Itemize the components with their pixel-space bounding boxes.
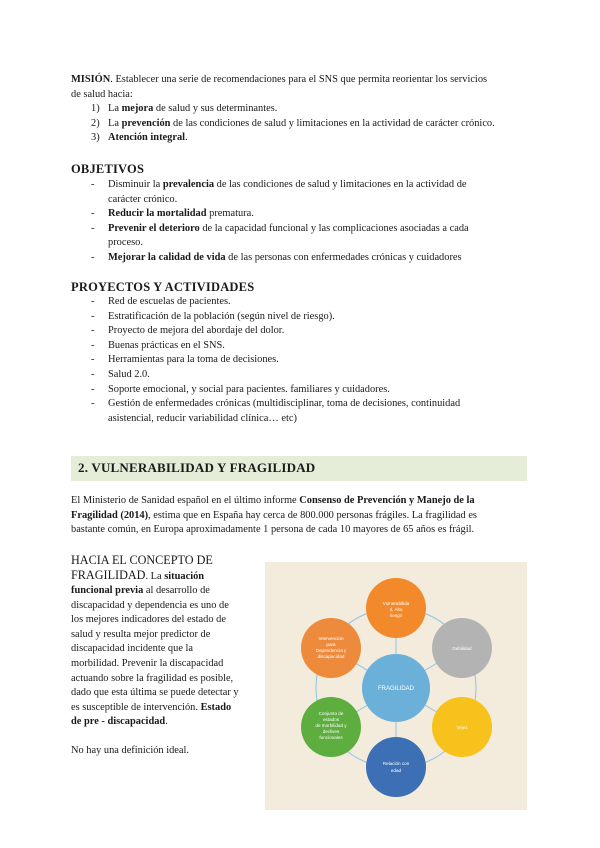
node-lower-left-label: Conjunto de (318, 711, 344, 716)
section-heading-band (71, 456, 527, 481)
list-item: - Disminuir la prevalencia de las condiciones de salud y limitaciones en la actividad de carácter crónico. (91, 178, 511, 207)
list-item: - Buenas prácticas en el SNS. (91, 339, 521, 354)
concepto-note: No hay una definición ideal. (71, 744, 190, 756)
concepto-body: funcional previa al desarrollo de discapacidad y dependencia es uno de los mejores indicadores del estado de salud y resulta mejor predictor de discapacidad incidente que la morbilidad. Prevenir la discapacidad actuando sobre la fragilidad es posible, dado que esta última se puede detectar y es susceptible de intervención. Estado de pre - discapacidad. (71, 585, 239, 728)
node-lower-left-label: declives (322, 729, 340, 734)
list-item: - Gestión de enfermedades crónicas (multidisciplinar, toma de decisiones, continuidad asistencial, reducir variabilidad clínica… etc) (91, 397, 521, 426)
proyectos-heading: PROYECTOS Y ACTIVIDADES (71, 280, 255, 294)
objetivos-list (91, 178, 511, 266)
list-item: - Mejorar la calidad de vida de las personas con enfermedades crónicas y cuidadores (91, 251, 511, 266)
node-top-label: Vulnerabilida (382, 601, 410, 606)
list-item: 3) Atención integral. (91, 132, 188, 144)
node-upper-left-label: para (326, 642, 336, 647)
node-center-label: FRAGILIDAD (377, 686, 415, 692)
list-item: 1) La mejora de salud y sus determinantes. (91, 103, 278, 114)
fragilidad-diagram-svg (265, 562, 527, 810)
list-item: - Proyecto de mejora del abordaje del dolor. (91, 324, 521, 339)
node-top-label: riesgo (389, 613, 403, 618)
node-upper-right-label: Debilidad (452, 646, 472, 651)
mision-label: MISIÓN (71, 74, 111, 85)
node-upper-left-label: Intervención (318, 636, 344, 641)
node-lower-left-label: de morbilidad y (315, 723, 347, 728)
section-2-title: 2. VULNERABILIDAD Y FRAGILIDAD (78, 460, 316, 475)
list-item: - Herramientas para la toma de decisiones. (91, 353, 521, 368)
list-item: - Red de escuelas de pacientes. (91, 295, 521, 310)
node-upper-left-label: Dependencia y (315, 648, 347, 653)
list-item: - Soporte emocional, y social para pacientes. familiares y cuidadores. (91, 383, 521, 398)
list-item: - Estratificación de la población (según nivel de riesgo). (91, 310, 521, 325)
node-lower-left-label: funcionales (319, 735, 343, 740)
concepto-heading: HACIA EL CONCEPTO DE FRAGILIDAD. La situación (71, 553, 213, 582)
concepto-block (71, 553, 263, 759)
fragilidad-diagram (265, 562, 527, 810)
fragilidad-intro: El Ministerio de Sanidad español en el último informe Consenso de Prevención y Manejo de la Fragilidad (2014), estima que en España hay cerca de 800.000 personas frágiles. La fragilidad es bastante común, en Europa aproximadamente 1 persona de cada 10 mayores de 65 años es frágil. (71, 495, 477, 536)
objetivos-heading: OBJETIVOS (71, 162, 145, 176)
mision-paragraph (71, 73, 487, 88)
node-bottom-label: edad (390, 768, 402, 773)
node-top-label: d, Alto (389, 607, 403, 612)
mision-list (91, 102, 495, 146)
list-item: 2) La prevención de las condiciones de salud y limitaciones en la actividad de carácter crónico. (91, 117, 495, 129)
node-upper-left-label: discapacidad (317, 654, 345, 659)
list-item: - Salud 2.0. (91, 368, 521, 383)
mision-text: . Establecer una serie de recomendaciones para el SNS que permita reorientar los servicios (110, 74, 488, 85)
list-item: - Reducir la mortalidad prematura. (91, 207, 511, 222)
mision-paragraph-cont: de salud hacia: (71, 89, 133, 100)
node-lower-right-label: Vejez (456, 725, 468, 730)
node-bottom (366, 737, 426, 797)
list-item: - Prevenir el deterioro de la capacidad funcional y las complicaciones asociadas a cada proceso. (91, 222, 511, 251)
node-lower-left-label: estados (322, 717, 340, 722)
node-bottom-label: Relación con (382, 761, 410, 766)
proyectos-list (91, 295, 521, 426)
